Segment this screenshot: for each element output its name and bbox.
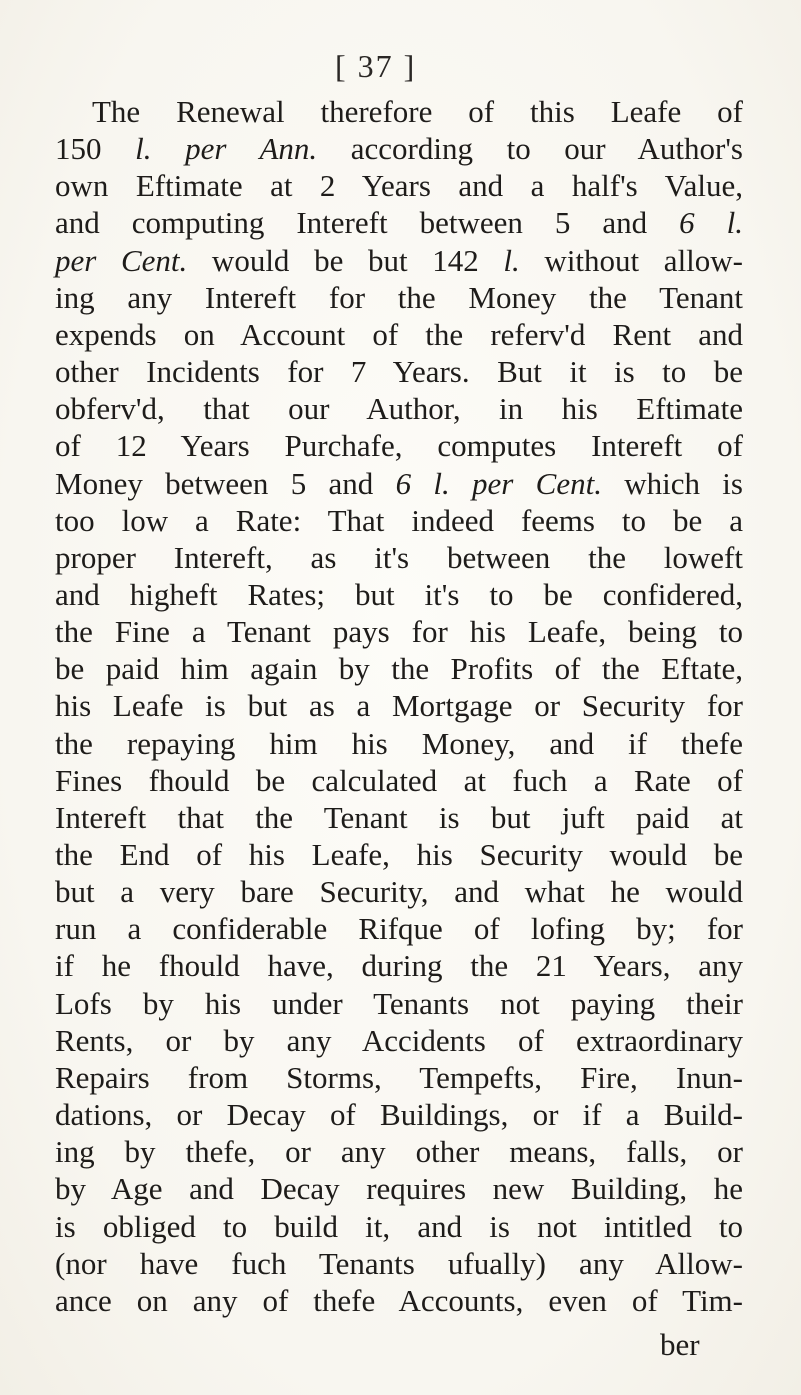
text-line	[55, 538, 743, 578]
text-line	[55, 1058, 743, 1098]
text-line	[55, 1281, 743, 1321]
text-line	[55, 1244, 743, 1284]
text-run	[151, 131, 185, 166]
italic-run: l.	[503, 242, 520, 278]
text-run: (nor have fuch Tenants ufually) any Allow-	[55, 1245, 743, 1281]
text-line	[92, 92, 743, 132]
text-line	[55, 835, 743, 875]
text-run: his Leafe is but as a Mortgage or Security for	[55, 688, 743, 724]
text-line	[55, 798, 743, 838]
text-run: other Incidents for 7 Years. But it is to be	[55, 354, 743, 390]
text-run: but a very bare Security, and what he would	[55, 874, 743, 910]
italic-run: 6 l. per Cent.	[395, 465, 602, 501]
text-line	[55, 315, 743, 355]
text-line	[55, 464, 743, 504]
text-run: Money between 5 and	[55, 465, 396, 501]
text-line	[55, 426, 743, 466]
text-line	[55, 872, 743, 912]
italic-run: per Ann.	[185, 131, 318, 167]
text-run: Intereft that the Tenant is but juft paid at	[55, 799, 743, 835]
text-run: expends on Account of the referv'd Rent and	[55, 316, 743, 352]
text-line	[55, 352, 743, 392]
text-line	[55, 166, 743, 206]
text-run: the End of his Leafe, his Security would be	[55, 837, 743, 872]
text-run: the repaying him his Money, and if thefe	[55, 725, 743, 761]
text-run: run a confiderable Rifque of lofing by; for	[55, 911, 743, 947]
text-line	[55, 1021, 743, 1061]
text-run: and higheft Rates; but it's to be confidered,	[55, 576, 743, 612]
text-line	[55, 649, 743, 689]
text-run: too low a Rate: That indeed feems to be a	[55, 502, 743, 538]
italic-run: l.	[135, 131, 152, 167]
text-run: if he fhould have, during the 21 Years, any	[55, 948, 743, 984]
text-line	[55, 129, 743, 169]
text-line	[55, 1207, 743, 1247]
text-line	[55, 612, 743, 652]
text-run: is obliged to build it, and is not intitled to	[55, 1208, 743, 1244]
text-run: the Fine a Tenant pays for his Leafe, being to	[55, 614, 743, 650]
text-run: Lofs by his under Tenants not paying their	[55, 985, 743, 1021]
text-run: be paid him again by the Profits of the Eftate,	[55, 651, 743, 687]
text-line	[55, 575, 743, 615]
text-run: by Age and Decay requires new Building, he	[55, 1171, 743, 1207]
text-run: according to our Author's	[317, 131, 743, 167]
text-line	[55, 203, 743, 243]
text-run: of 12 Years Purchafe, computes Intereft of	[55, 428, 743, 464]
text-line	[55, 909, 743, 949]
text-run: ing by thefe, or any other means, falls, or	[55, 1134, 743, 1170]
text-run: ing any Intereft for the Money the Tenant	[55, 279, 743, 315]
text-run: own Eftimate at 2 Years and a half's Value,	[55, 168, 743, 204]
text-line	[55, 241, 743, 281]
text-run: obferv'd, that our Author, in his Eftimate	[55, 391, 743, 427]
text-line	[55, 984, 743, 1024]
text-run: dations, or Decay of Buildings, or if a Build-	[55, 1097, 743, 1133]
catchword: ber	[660, 1327, 700, 1362]
text-run: which is	[601, 465, 743, 501]
page-number: [ 37 ]	[335, 48, 417, 84]
text-line	[55, 686, 743, 726]
text-line	[55, 278, 743, 318]
text-run: Repairs from Storms, Tempefts, Fire, Inun-	[55, 1059, 743, 1095]
text-run: Fines fhould be calculated at fuch a Rate of	[55, 762, 743, 798]
text-line	[55, 946, 743, 986]
text-line	[55, 1132, 743, 1172]
text-run: The Renewal therefore of this Leafe of	[92, 94, 743, 129]
text-line	[55, 1095, 743, 1135]
text-line	[55, 761, 743, 801]
text-line	[55, 1169, 743, 1209]
text-line	[55, 389, 743, 429]
text-run: without allow-	[519, 242, 744, 278]
italic-run: per Cent.	[55, 242, 188, 278]
text-run: 150	[55, 131, 136, 167]
text-run: would be but 142	[187, 242, 504, 278]
text-run: Rents, or by any Accidents of extraordinary	[55, 1022, 743, 1058]
text-run: proper Intereft, as it's between the loweft	[55, 539, 743, 575]
text-run: and computing Intereft between 5 and	[55, 205, 680, 241]
text-line	[55, 724, 743, 764]
text-line	[55, 501, 743, 541]
text-run: ance on any of thefe Accounts, even of Tim-	[55, 1282, 743, 1318]
italic-run: 6 l.	[679, 205, 743, 241]
